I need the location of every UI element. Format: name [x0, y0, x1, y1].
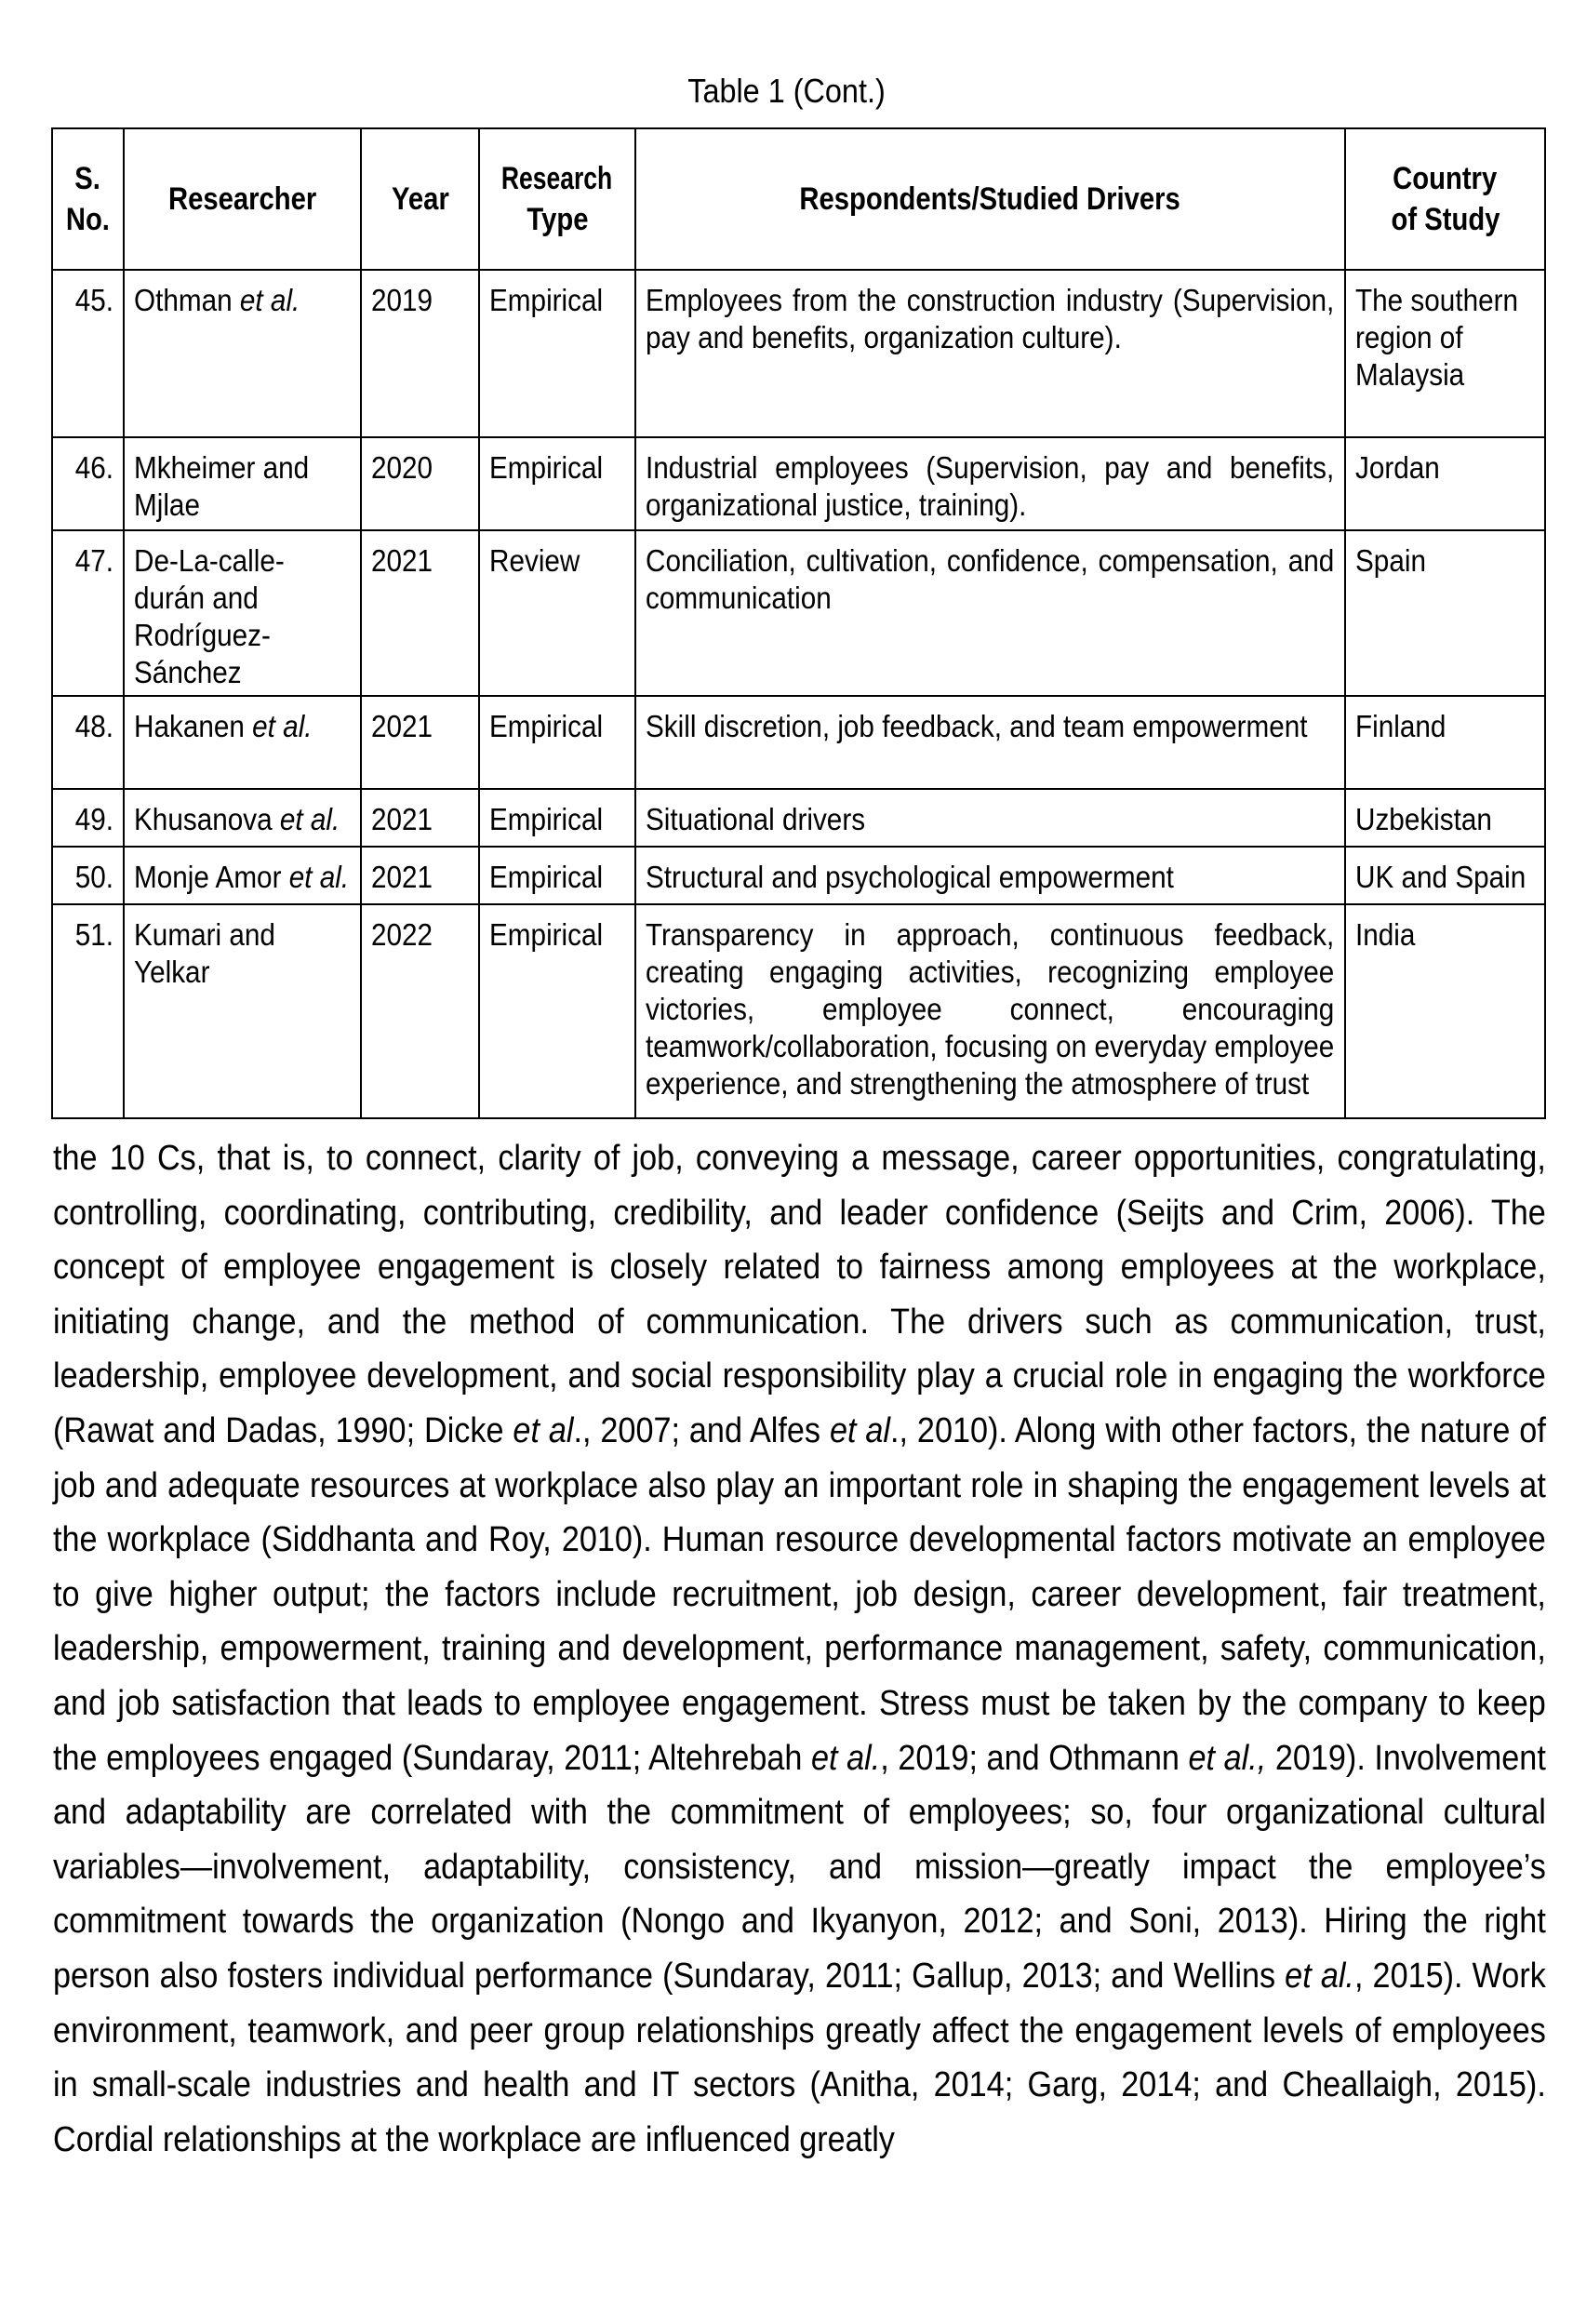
table-header-row [52, 128, 1545, 270]
researcher-text [134, 859, 351, 896]
sno-text: 46. [74, 450, 113, 485]
cell-year [361, 270, 479, 437]
cell-research-type [479, 847, 635, 904]
research-type-text: Empirical [489, 283, 604, 317]
header-year [361, 128, 479, 270]
body-text-segment: ., 2010). Along with other factors, the nature of job and adequate resources at workplace also play an important role in shaping the engagement levels at the workplace (Siddhanta and Roy, 2010). Human resource developmental factors motivate an employee to give higher output; the factors include recruitment, job design, career development, fair treatment, leadership, empowerment, training and development, performance management, safety, communication, and job satisfaction that leads to employee engagement. Stress must be taken by the company to keep the employees engaged (Sundaray, 2011; Altehrebah [53, 1410, 1546, 1778]
researcher-name: Kumari and Yelkar [134, 917, 275, 989]
cell-country [1345, 789, 1545, 847]
research-type-text: Review [489, 543, 580, 578]
table-row [52, 847, 1545, 904]
cell-country [1345, 437, 1545, 530]
header-country-line1: Country [1393, 161, 1498, 196]
cell-drivers [635, 437, 1345, 530]
cell-year [361, 847, 479, 904]
cell-year [361, 696, 479, 789]
sno-text: 50. [74, 860, 113, 894]
sno-text: 45. [74, 283, 113, 317]
body-paragraph [53, 1131, 1546, 2167]
year-text: 2021 [371, 543, 433, 578]
table-row [52, 530, 1545, 696]
cell-research-type [479, 789, 635, 847]
cell-researcher [124, 437, 361, 530]
cell-research-type [479, 904, 635, 1118]
cell-research-type [479, 696, 635, 789]
researcher-name: De-La-calle-durán and Rodríguez-Sánchez [134, 543, 285, 689]
cell-country [1345, 847, 1545, 904]
header-sno [52, 128, 124, 270]
country-text: Finland [1355, 709, 1446, 743]
citation-et-al: et al., [1188, 1738, 1267, 1778]
cell-drivers [635, 847, 1345, 904]
sno-text: 51. [74, 917, 113, 952]
cell-drivers [635, 696, 1345, 789]
cell-researcher [124, 847, 361, 904]
country-text: The southern region of Malaysia [1355, 283, 1519, 392]
citation-et-al: et al. [1285, 1956, 1354, 1996]
body-paragraph-text [53, 1131, 1546, 2167]
citation-et-al: et al [513, 1410, 574, 1450]
table-row [52, 437, 1545, 530]
cell-sno [52, 847, 124, 904]
cell-researcher [124, 530, 361, 696]
year-text: 2021 [371, 802, 433, 836]
body-text-segment: ., 2007; and Alfes [573, 1410, 830, 1450]
research-type-text: Empirical [489, 917, 604, 952]
cell-researcher [124, 789, 361, 847]
header-sno-line2: No. [65, 202, 111, 237]
drivers-text: Situational drivers [646, 802, 866, 836]
researcher-text [134, 708, 351, 745]
year-text: 2021 [371, 709, 433, 743]
researcher-name: Khusanova [134, 802, 273, 836]
header-country [1345, 128, 1545, 270]
header-research-type [479, 128, 635, 270]
researcher-text [134, 916, 351, 991]
country-text: Jordan [1355, 450, 1440, 485]
cell-country [1345, 696, 1545, 789]
cell-drivers [635, 270, 1345, 437]
drivers-text: Conciliation, cultivation, confidence, compensation, and communication [646, 543, 1335, 615]
cell-country [1345, 270, 1545, 437]
header-drivers [635, 128, 1345, 270]
year-text: 2022 [371, 917, 433, 952]
literature-table [51, 127, 1546, 1119]
body-text-segment: the 10 Cs, that is, to connect, clarity of job, conveying a message, career opportunities, congratulating, controlling, coordinating, contributing, credibility, and leader confidence (Seijts and Crim, 2006). The concept of employee engagement is closely related to fairness among employees at the workplace, initiating change, and the method of communication. The drivers such as communication, trust, leadership, employee development, and social responsibility play a crucial role in engaging the workforce (Rawat and Dadas, 1990; Dicke [53, 1139, 1546, 1450]
research-type-text: Empirical [489, 802, 604, 836]
table-row [52, 270, 1545, 437]
cell-year [361, 530, 479, 696]
country-text: India [1355, 917, 1416, 952]
cell-sno [52, 904, 124, 1118]
body-text-segment: , 2015). Work environment, teamwork, and peer group relationships greatly affect the engagement levels of employees in small-scale industries and health and IT sectors (Anitha, 2014; Garg, 2014; and Cheallaigh, 2015). Cordial relationships at the workplace are influenced greatly [53, 1956, 1546, 2159]
cell-sno [52, 437, 124, 530]
drivers-text: Structural and psychological empowerment [646, 860, 1174, 894]
table-body [52, 270, 1545, 1118]
cell-year [361, 904, 479, 1118]
header-year-label: Year [391, 181, 449, 217]
cell-drivers [635, 530, 1345, 696]
research-type-text: Empirical [489, 709, 604, 743]
researcher-et-al: et al. [279, 802, 340, 836]
cell-research-type [479, 530, 635, 696]
header-sno-line1: S. [74, 161, 101, 196]
country-text: Spain [1355, 543, 1426, 578]
header-researcher [124, 128, 361, 270]
drivers-text: Industrial employees (Supervision, pay and benefits, organizational justice, training). [646, 450, 1335, 522]
sno-text: 47. [74, 543, 113, 578]
table-row [52, 789, 1545, 847]
cell-drivers [635, 789, 1345, 847]
researcher-text [134, 801, 351, 838]
cell-year [361, 789, 479, 847]
drivers-text: Employees from the construction industry (Supervision, pay and benefits, organization culture). [646, 283, 1335, 354]
cell-researcher [124, 904, 361, 1118]
table-row [52, 696, 1545, 789]
sno-text: 48. [74, 709, 113, 743]
drivers-text: Skill discretion, job feedback, and team empowerment [646, 709, 1308, 743]
researcher-name: Mkheimer and Mjlae [134, 450, 310, 522]
table-row [52, 904, 1545, 1118]
cell-drivers [635, 904, 1345, 1118]
citation-et-al: et al. [811, 1738, 881, 1778]
researcher-name: Monje Amor [134, 860, 282, 894]
header-researcher-label: Researcher [167, 181, 317, 217]
researcher-name: Hakanen [134, 709, 245, 743]
researcher-text [134, 449, 351, 524]
year-text: 2020 [371, 450, 433, 485]
cell-sno [52, 789, 124, 847]
country-text: UK and Spain [1355, 860, 1526, 894]
body-text-segment: 2019). Involvement and adaptability are correlated with the commitment of employees; so, four organizational cultural variables—involvement, adaptability, consistency, and mission—greatly impact the employee’s commitment towards the organization (Nongo and Ikyanyon, 2012; and Soni, 2013). Hiring the right person also fosters individual performance (Sundaray, 2011; Gallup, 2013; and Wellins [53, 1738, 1546, 1996]
researcher-name: Othman [134, 283, 233, 317]
cell-sno [52, 696, 124, 789]
header-drivers-label: Respondents/Studied Drivers [799, 181, 1181, 217]
cell-sno [52, 530, 124, 696]
cell-sno [52, 270, 124, 437]
cell-research-type [479, 270, 635, 437]
researcher-et-al: et al. [288, 860, 350, 894]
drivers-text: Transparency in approach, continuous feedback, creating engaging activities, recognizing employee victories, employee connect, encouraging teamwork/collaboration, focusing on everyday employee experience, and strengthening the atmosphere of trust [646, 917, 1335, 1101]
country-text: Uzbekistan [1355, 802, 1492, 836]
cell-country [1345, 530, 1545, 696]
body-text-segment: , 2019; and Othmann [880, 1738, 1189, 1778]
citation-et-al: et al [829, 1410, 891, 1450]
header-country-line2: of Study [1391, 202, 1500, 237]
researcher-et-al: et al. [252, 709, 313, 743]
cell-research-type [479, 437, 635, 530]
researcher-text [134, 542, 351, 691]
research-type-text: Empirical [489, 860, 604, 894]
sno-text: 49. [74, 802, 113, 836]
header-type-line2: Type [526, 202, 589, 237]
cell-year [361, 437, 479, 530]
researcher-text [134, 282, 351, 319]
year-text: 2021 [371, 860, 433, 894]
researcher-et-al: et al. [239, 283, 300, 317]
cell-researcher [124, 696, 361, 789]
header-type-line1: Research [501, 161, 613, 196]
research-type-text: Empirical [489, 450, 604, 485]
cell-researcher [124, 270, 361, 437]
table-caption: Table 1 (Cont.) [687, 72, 886, 110]
year-text: 2019 [371, 283, 433, 317]
cell-country [1345, 904, 1545, 1118]
